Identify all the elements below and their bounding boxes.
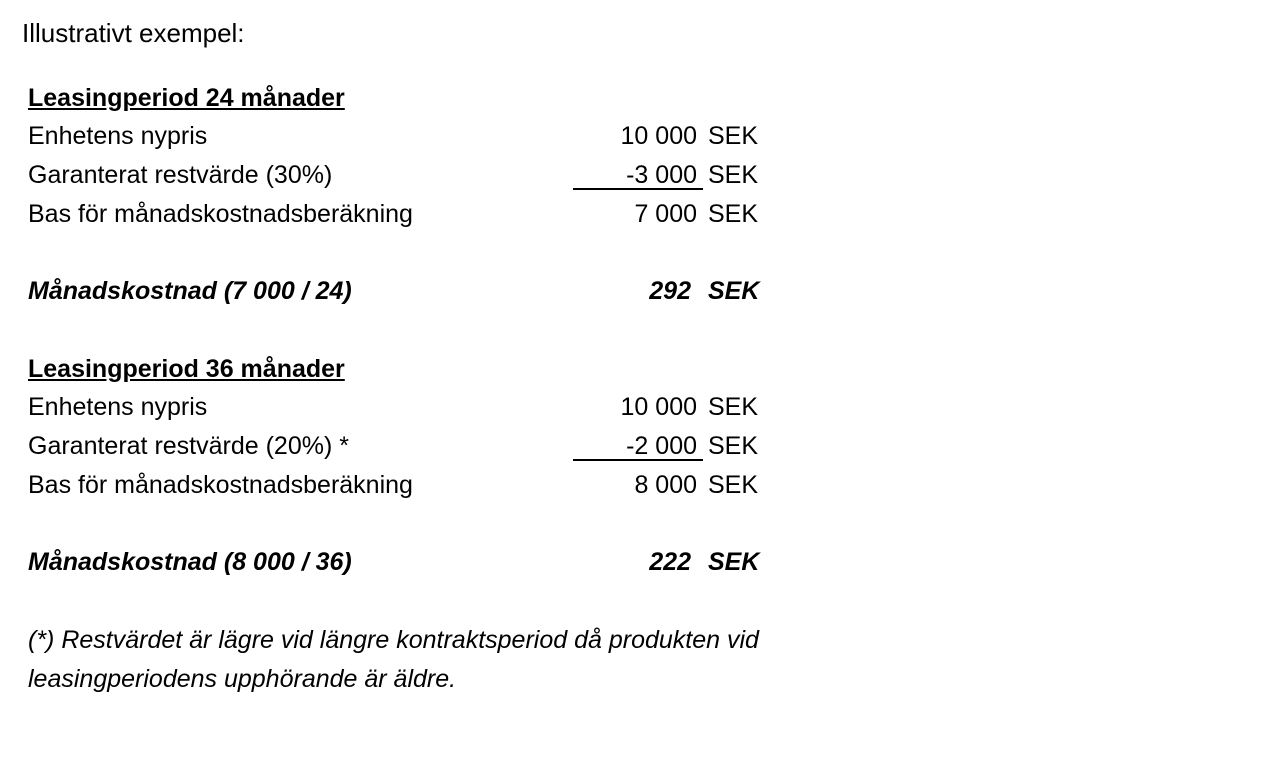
row-label: Garanterat restvärde (30%): [28, 161, 333, 189]
row-base-36: [28, 468, 768, 502]
row-currency: SEK: [708, 432, 759, 460]
row-label: Garanterat restvärde (20%) *: [28, 432, 349, 460]
row-currency: SEK: [708, 200, 759, 228]
row-monthly-cost-36: [28, 545, 768, 579]
row-amount: 8 000: [634, 471, 697, 499]
total-currency: SEK: [708, 277, 760, 305]
row-monthly-cost-24: [28, 274, 768, 308]
footnote-line: leasingperiodens upphörande är äldre.: [28, 665, 457, 693]
total-amount: 292: [649, 277, 691, 305]
row-amount: -2 000: [573, 429, 703, 461]
intro-heading: Illustrativt exempel:: [22, 18, 245, 48]
row-currency: SEK: [708, 122, 759, 150]
row-base-24: [28, 197, 768, 231]
section-title-24-months: Leasingperiod 24 månader: [28, 84, 345, 112]
total-label: Månadskostnad (7 000 / 24): [28, 277, 352, 305]
row-residual-value-36: [28, 429, 768, 463]
row-label: Bas för månadskostnadsberäkning: [28, 471, 413, 499]
row-currency: SEK: [708, 161, 759, 189]
row-new-price-24: [28, 119, 768, 153]
row-label: Enhetens nypris: [28, 122, 208, 150]
total-currency: SEK: [708, 548, 760, 576]
footnote: [28, 621, 848, 699]
row-amount: -3 000: [573, 158, 703, 190]
section-title-36-months: Leasingperiod 36 månader: [28, 355, 345, 383]
row-currency: SEK: [708, 471, 759, 499]
row-label: Bas för månadskostnadsberäkning: [28, 200, 413, 228]
row-amount: 10 000: [620, 122, 697, 150]
row-residual-value-24: [28, 158, 768, 192]
row-new-price-36: [28, 390, 768, 424]
row-amount: 10 000: [620, 393, 697, 421]
total-amount: 222: [649, 548, 691, 576]
row-amount: 7 000: [634, 200, 697, 228]
row-currency: SEK: [708, 393, 759, 421]
total-label: Månadskostnad (8 000 / 36): [28, 548, 352, 576]
row-label: Enhetens nypris: [28, 393, 208, 421]
footnote-line: (*) Restvärdet är lägre vid längre kontraktsperiod då produkten vid: [28, 626, 759, 654]
